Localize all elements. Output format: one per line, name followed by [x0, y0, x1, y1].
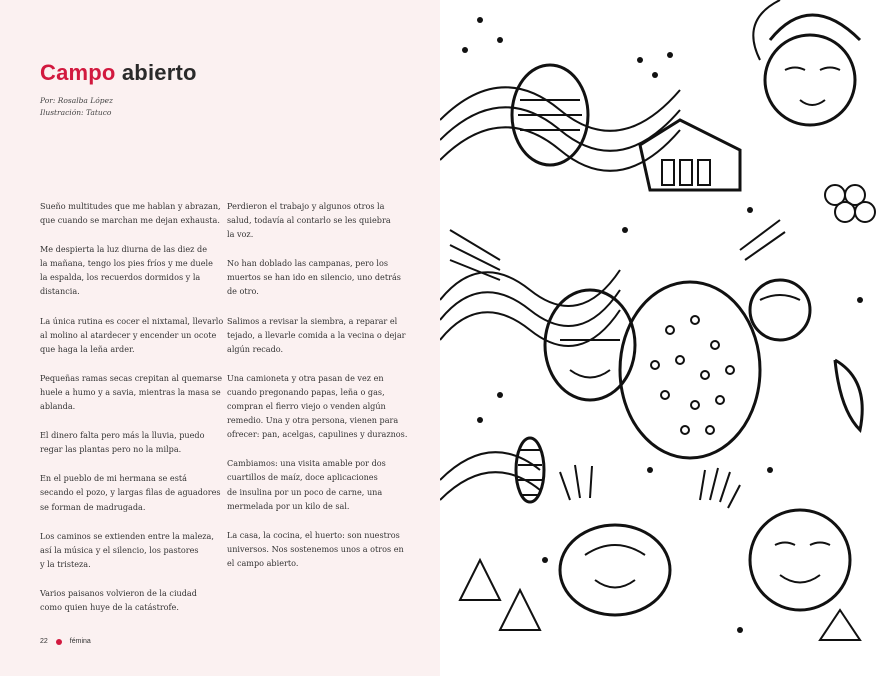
- text-line: Salimos a revisar la siembra, a reparar el: [227, 315, 398, 326]
- illustrator-credit: Ilustración: Tatuco: [40, 108, 112, 117]
- paragraph: [40, 314, 224, 356]
- text-line: que cuando se marchan me dejan exhausta.: [40, 215, 220, 226]
- text-line: ablanda.: [40, 401, 76, 412]
- text-line: No han doblado las campanas, pero los: [227, 258, 389, 269]
- text-line: En el pueblo de mi hermana se está: [40, 473, 187, 484]
- text-line: al molino al atardecer y encender un ocote: [40, 329, 217, 340]
- text-line: Una camioneta y otra pasan de vez en: [227, 372, 384, 383]
- article-title: [40, 60, 197, 86]
- paragraph: [40, 586, 218, 614]
- text-line: cuando pregonando papas, leña o gas,: [227, 386, 385, 397]
- paragraph: [227, 199, 405, 241]
- page-number: 22: [40, 638, 48, 645]
- text-line: Me despierta la luz diurna de las diez de: [40, 244, 207, 255]
- bullet-dot-icon: [56, 639, 62, 645]
- paragraph: [40, 529, 218, 571]
- text-line: La casa, la cocina, el huerto: son nuestros: [227, 529, 400, 540]
- text-line: regar las plantas pero no la milpa.: [40, 444, 182, 455]
- paragraph: [227, 256, 405, 298]
- title-rest-word: abierto: [121, 60, 197, 85]
- text-line: secando el pozo, y largas filas de aguadores: [40, 487, 221, 498]
- hand: [700, 468, 740, 508]
- text-line: remedio. Una y otra persona, vienen para: [227, 415, 399, 426]
- text-line: la mañana, tengo los pies fríos y me duele: [40, 258, 213, 269]
- text-line: distancia.: [40, 286, 80, 297]
- paragraph: [40, 428, 218, 456]
- author-credit: Por: Rosalba López: [40, 96, 113, 105]
- paragraph: [40, 471, 221, 513]
- paragraph: [227, 456, 405, 512]
- title-accent-word: Campo: [40, 60, 116, 85]
- text-line: La única rutina es cocer el nixtamal, llevarlo: [40, 315, 224, 326]
- text-line: El dinero falta pero más la lluvia, puedo: [40, 430, 205, 441]
- text-line: cuartillos de maíz, doce aplicaciones: [227, 472, 378, 483]
- text-line: salud, todavía al contarlo se les quiebra: [227, 215, 391, 226]
- paragraph: [40, 371, 223, 413]
- byline: [40, 95, 113, 119]
- text-line: como quien huye de la catástrofe.: [40, 601, 179, 612]
- paragraph: [227, 314, 405, 356]
- text-column-2: [227, 199, 408, 585]
- text-line: Perdieron el trabajo y algunos otros la: [227, 201, 385, 211]
- face-bottom-left: [560, 525, 670, 615]
- text-line: Varios paisanos volvieron de la ciudad: [40, 587, 197, 598]
- text-line: de insulina por un poco de carne, una: [227, 486, 383, 497]
- text-line: muertos se han ido en silencio, uno detrás: [227, 272, 401, 283]
- text-line: universos. Nos sostenemos unos a otros en: [227, 543, 404, 554]
- magazine-name: fémina: [69, 638, 91, 645]
- text-line: Cambiamos: una visita amable por dos: [227, 458, 386, 469]
- text-line: Los caminos se extienden entre la maleza,: [40, 530, 214, 541]
- face-bottom-right: [750, 510, 850, 610]
- page-footer: [40, 638, 91, 645]
- text-line: tejado, a llevarle comida a la vecina o dejar: [227, 329, 406, 340]
- text-line: la voz.: [227, 229, 254, 240]
- text-line: algún recado.: [227, 343, 284, 354]
- swirl-line: [440, 87, 680, 131]
- paragraph: [227, 371, 408, 441]
- paragraph: [227, 528, 405, 570]
- text-line: ofrecer: pan, acelgas, capulines y duraznos.: [227, 429, 408, 440]
- text-line: la espalda, los recuerdos dormidos y la: [40, 272, 201, 283]
- text-line: así la música y el silencio, los pastores: [40, 544, 199, 555]
- text-line: huele a humo y a savia, mientras la masa se: [40, 386, 221, 397]
- patterned-plate: [620, 282, 760, 458]
- illustration-page: [440, 0, 878, 676]
- text-line: de otro.: [227, 286, 259, 297]
- text-line: compran el fierro viejo o venden algún: [227, 401, 386, 412]
- text-line: Sueño multitudes que me hablan y abrazan,: [40, 201, 221, 211]
- paragraph: [40, 242, 218, 298]
- text-line: y la tristeza.: [40, 558, 91, 569]
- text-line: se forman de madrugada.: [40, 501, 146, 512]
- text-line: que haga la leña arder.: [40, 343, 135, 354]
- text-line: mermelada por un kilo de sal.: [227, 500, 350, 511]
- paragraph: [40, 199, 221, 227]
- folk-art-illustration: [440, 0, 878, 676]
- text-line: el campo abierto.: [227, 557, 299, 568]
- text-column-1: [40, 199, 224, 629]
- text-line: Pequeñas ramas secas crepitan al quemarse: [40, 372, 223, 383]
- woman-face: [765, 35, 855, 125]
